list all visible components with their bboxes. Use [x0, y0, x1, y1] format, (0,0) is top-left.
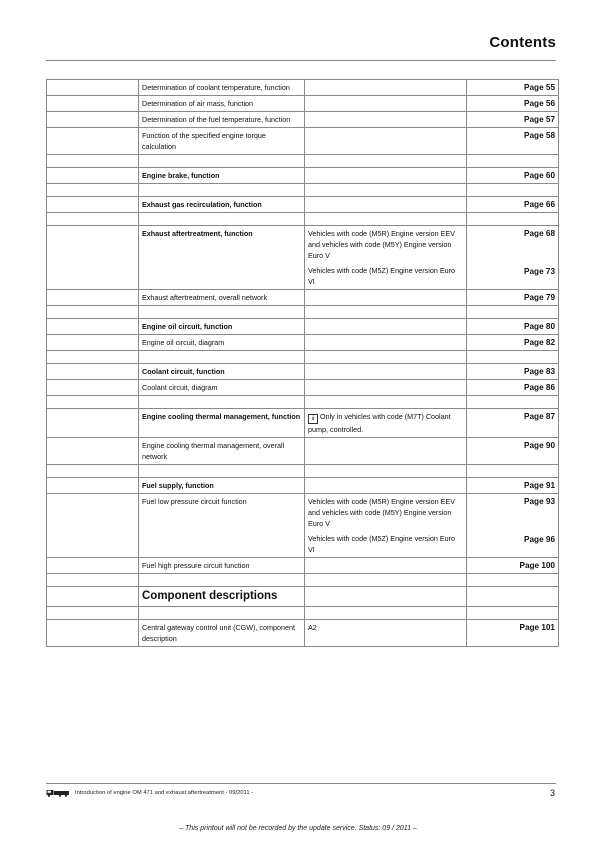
- table-row: [47, 494, 559, 558]
- entry-label: Engine brake, function: [139, 168, 305, 184]
- page-reference[interactable]: Page 96: [524, 535, 555, 544]
- table-row: [47, 478, 559, 494]
- spacer-row: [47, 213, 559, 226]
- entry-note: Vehicles with code (M5R) Engine version EEV and vehicles with code (M5Y) Engine version Euro V: [308, 497, 456, 528]
- page-number: 3: [549, 788, 555, 798]
- table-row: [47, 438, 559, 465]
- page-reference[interactable]: Page 55: [467, 80, 559, 96]
- entry-label: Engine oil circuit, function: [139, 319, 305, 335]
- page-references: [467, 494, 559, 558]
- table-row: [47, 335, 559, 351]
- page-reference[interactable]: Page 87: [467, 409, 559, 438]
- entry-label: Exhaust aftertreatment, function: [139, 226, 305, 290]
- page-reference[interactable]: Page 56: [467, 96, 559, 112]
- page-reference[interactable]: Page 68: [524, 229, 555, 238]
- spacer-row: [47, 155, 559, 168]
- table-row: [47, 409, 559, 438]
- footer-divider: [46, 783, 556, 784]
- page-reference[interactable]: Page 90: [467, 438, 559, 465]
- entry-label: Coolant circuit, diagram: [139, 380, 305, 396]
- table-row: [47, 226, 559, 290]
- table-row: [47, 620, 559, 647]
- entry-label: Central gateway control unit (CGW), component description: [139, 620, 305, 647]
- entry-label: Engine cooling thermal management, function: [139, 409, 305, 438]
- page-reference[interactable]: Page 100: [467, 558, 559, 574]
- title-divider: [46, 60, 556, 61]
- spacer-row: [47, 574, 559, 587]
- info-icon: i: [308, 414, 318, 424]
- entry-note: Vehicles with code (M5R) Engine version EEV and vehicles with code (M5Y) Engine version Euro V: [308, 229, 456, 260]
- page-reference[interactable]: Page 80: [467, 319, 559, 335]
- contents-table: [46, 79, 559, 647]
- entry-label: Engine oil circuit, diagram: [139, 335, 305, 351]
- section-row: [47, 587, 559, 607]
- spacer-row: [47, 184, 559, 197]
- table-row: [47, 112, 559, 128]
- table-row: [47, 80, 559, 96]
- entry-note: Vehicles with code (M5Z) Engine version Euro VI: [308, 534, 456, 554]
- page-reference[interactable]: Page 66: [467, 197, 559, 213]
- page-reference[interactable]: Page 93: [524, 497, 555, 506]
- entry-label: Determination of the fuel temperature, function: [139, 112, 305, 128]
- entry-note: A2: [305, 620, 467, 647]
- entry-label: Determination of coolant temperature, function: [139, 80, 305, 96]
- table-row: [47, 290, 559, 306]
- entry-label: Exhaust aftertreatment, overall network: [139, 290, 305, 306]
- entry-label: Determination of air mass, function: [139, 96, 305, 112]
- table-row: [47, 558, 559, 574]
- entry-label: Fuel low pressure circuit function: [139, 494, 305, 558]
- table-row: [47, 380, 559, 396]
- page-title: Contents: [489, 34, 556, 51]
- entry-label: Exhaust gas recirculation, function: [139, 197, 305, 213]
- entry-notes: [305, 226, 467, 290]
- page-reference[interactable]: Page 60: [467, 168, 559, 184]
- table-row: [47, 319, 559, 335]
- spacer-row: [47, 607, 559, 620]
- page-reference[interactable]: Page 86: [467, 380, 559, 396]
- spacer-row: [47, 351, 559, 364]
- spacer-row: [47, 396, 559, 409]
- page-references: [467, 226, 559, 290]
- page-reference[interactable]: Page 82: [467, 335, 559, 351]
- entry-label: Coolant circuit, function: [139, 364, 305, 380]
- entry-notes: [305, 494, 467, 558]
- disclaimer: – This printout will not be recorded by the update service. Status: 09 / 2011 –: [179, 825, 417, 832]
- page-reference[interactable]: Page 58: [467, 128, 559, 155]
- page-reference[interactable]: Page 83: [467, 364, 559, 380]
- entry-label: Engine cooling thermal management, overall network: [139, 438, 305, 465]
- footer-text: Introduction of engine OM 471 and exhaust aftertreatment - 09/2011 -: [75, 790, 254, 796]
- table-row: [47, 364, 559, 380]
- entry-label: Fuel supply, function: [139, 478, 305, 494]
- table-row: [47, 168, 559, 184]
- entry-label: Function of the specified engine torque calculation: [139, 128, 305, 155]
- entry-note: Only in vehicles with code (M7T) Coolant pump, controlled.: [308, 412, 451, 434]
- entry-note: Vehicles with code (M5Z) Engine version Euro VI: [308, 266, 456, 286]
- page-reference[interactable]: Page 79: [467, 290, 559, 306]
- section-heading: Component descriptions: [139, 587, 305, 607]
- table-row: [47, 96, 559, 112]
- spacer-row: [47, 306, 559, 319]
- page-reference[interactable]: Page 57: [467, 112, 559, 128]
- entry-label: Fuel high pressure circuit function: [139, 558, 305, 574]
- truck-icon: [46, 789, 70, 797]
- page-reference[interactable]: Page 73: [524, 267, 555, 276]
- page-reference[interactable]: Page 101: [467, 620, 559, 647]
- spacer-row: [47, 465, 559, 478]
- table-row: [47, 197, 559, 213]
- entry-notes: [305, 409, 467, 438]
- page-reference[interactable]: Page 91: [467, 478, 559, 494]
- table-row: [47, 128, 559, 155]
